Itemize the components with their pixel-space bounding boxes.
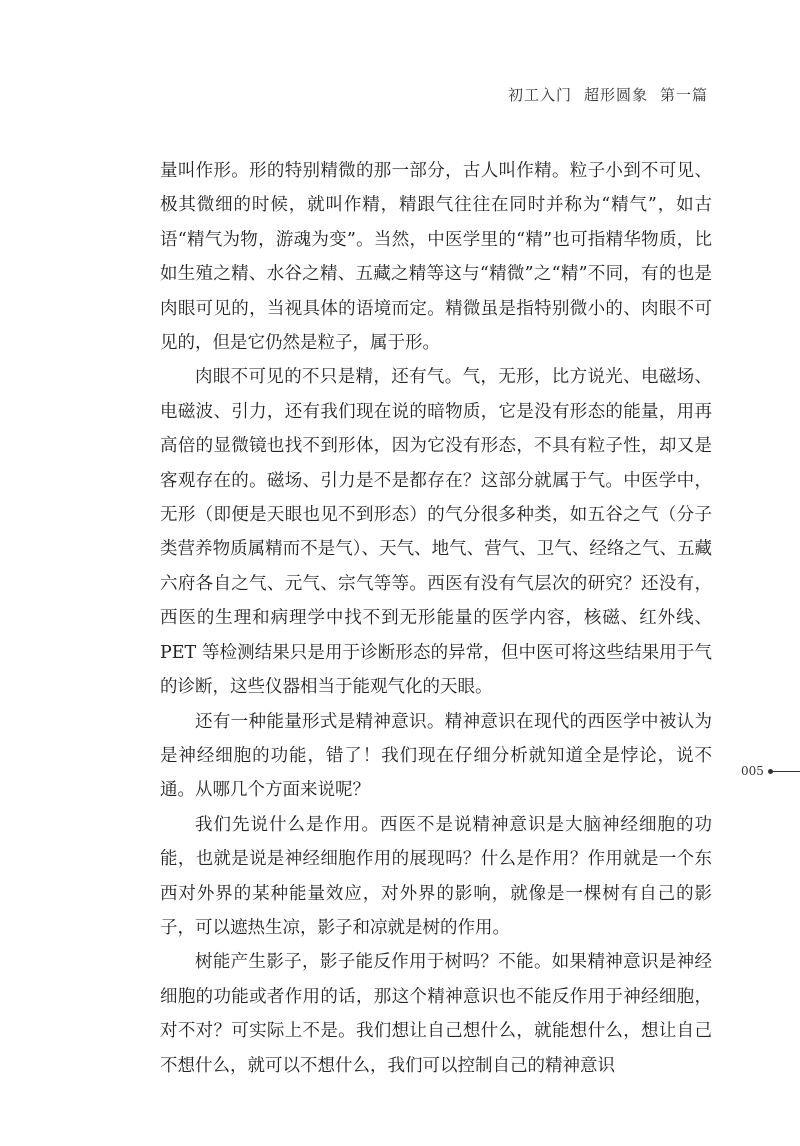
header-part: 第一篇 <box>659 86 708 104</box>
body-text <box>160 154 712 1083</box>
page-marker-rule <box>770 771 800 772</box>
paragraph-continued: 量叫作形。形的特别精微的那一部分，古人叫作精。粒子小到不可见、极其微细的时候，就叫作精，精跟气往往在同时并称为“精气”，如古语“精气为物，游魂为变”。当然，中医学里的“精”也可指精华物质，比如生殖之精、水谷之精、五藏之精等这与“精微”之“精”不同，有的也是肉眼可见的，当视具体的语境而定。精微虽是指特别微小的、肉眼不可见的，但是它仍然是粒子，属于形。 <box>160 161 712 354</box>
running-header <box>508 84 708 105</box>
paragraph: 我们先说什么是作用。西医不是说精神意识是大脑神经细胞的功能，也就是说是神经细胞作用的展现吗？什么是作用？作用就是一个东西对外界的某种能量效应，对外界的影响，就像是一棵树有自己的影子，可以遮热生凉，影子和凉就是树的作用。 <box>160 814 712 938</box>
page-number-marker <box>741 764 800 778</box>
header-section: 超形圆象 <box>583 86 648 104</box>
paragraph: 还有一种能量形式是精神意识。精神意识在现代的西医学中被认为是神经细胞的功能，错了！我们现在仔细分析就知道全是悖论，说不通。从哪几个方面来说呢？ <box>160 711 712 801</box>
paragraph: 树能产生影子，影子能反作用于树吗？不能。如果精神意识是神经细胞的功能或者作用的话，那这个精神意识也不能反作用于神经细胞，对不对？可实际上不是。我们想让自己想什么，就能想什么，想让自己不想什么，就可以不想什么，我们可以控制自己的精神意识 <box>160 952 712 1076</box>
page-number: 005 <box>741 764 764 778</box>
paragraph: 肉眼不可见的不只是精，还有气。气，无形，比方说光、电磁场、电磁波、引力，还有我们现在说的暗物质，它是没有形态的能量，用再高倍的显微镜也找不到形体，因为它没有形态，不具有粒子性，却又是客观存在的。磁场、引力是不是都存在？这部分就属于气。中医学中，无形（即便是天眼也见不到形态）的气分很多种类，如五谷之气（分子类营养物质属精而不是气）、天气、地气、营气、卫气、经络之气、五藏六府各自之气、元气、宗气等等。西医有没有气层次的研究？还没有，西医的生理和病理学中找不到无形能量的医学内容，核磁、红外线、PET 等检测结果只是用于诊断形态的异常，但中医可将这些结果用于气的诊断，这些仪器相当于能观气化的天眼。 <box>160 367 712 698</box>
header-chapter: 初工入门 <box>507 86 572 104</box>
